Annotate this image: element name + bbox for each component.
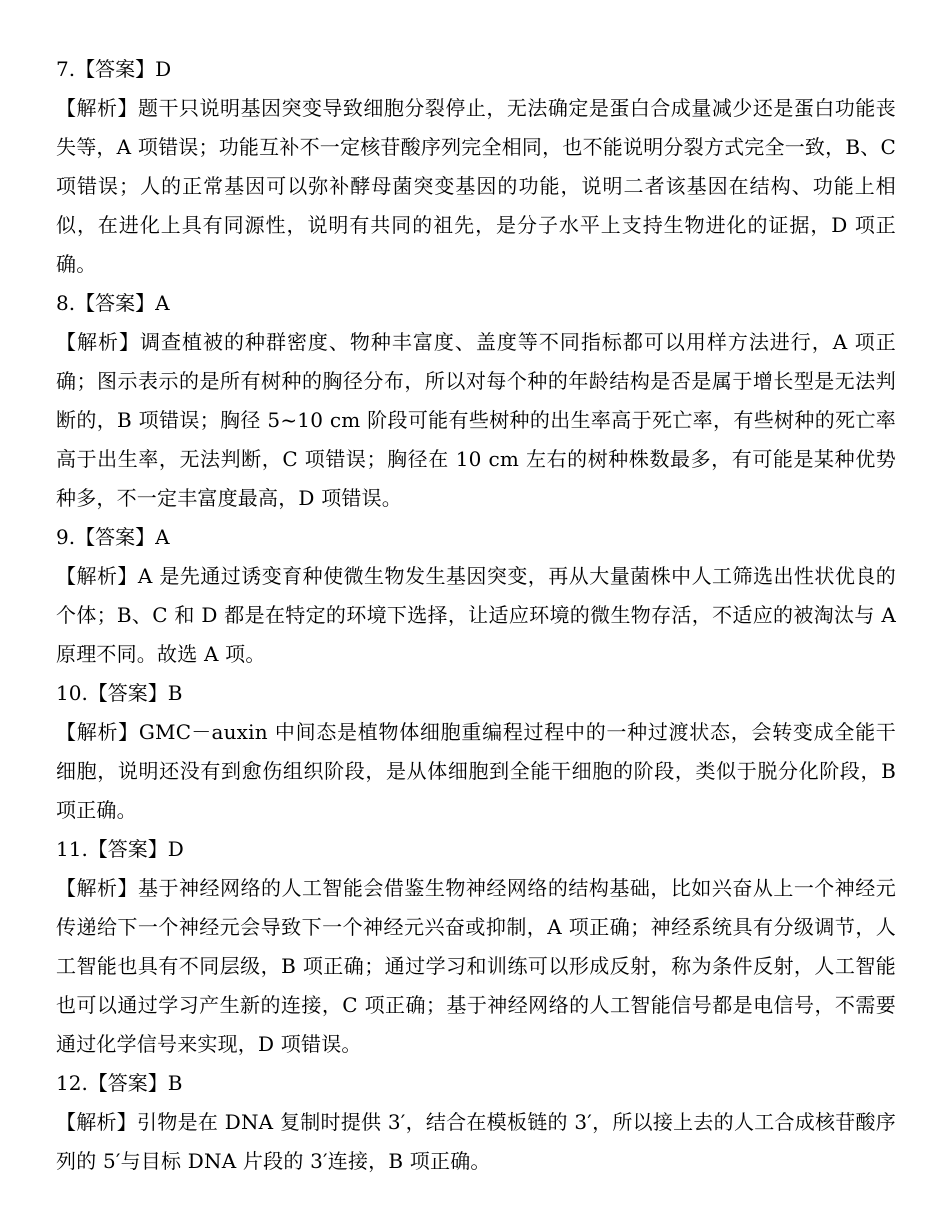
- question-8-block: [56, 284, 896, 518]
- question-10-analysis: 【解析】GMC－auxin 中间态是植物体细胞重编程过程中的一种过渡状态，会转变成全能干细胞，说明还没有到愈伤组织阶段，是从体细胞到全能干细胞的阶段，类似于脱分化阶段，B 项正确。: [56, 720, 896, 822]
- question-10-block: [56, 674, 896, 830]
- question-12-answer: 12.【答案】B: [56, 1071, 183, 1095]
- question-9-analysis: 【解析】A 是先通过诱变育种使微生物发生基因突变，再从大量菌株中人工筛选出性状优良的个体；B、C 和 D 都是在特定的环境下选择，让适应环境的微生物存活，不适应的被淘汰与 A 原理不同。故选 A 项。: [56, 564, 896, 666]
- question-11-analysis: 【解析】基于神经网络的人工智能会借鉴生物神经网络的结构基础，比如兴奋从上一个神经元传递给下一个神经元会导致下一个神经元兴奋或抑制，A 项正确；神经系统具有分级调节，人工智能也具有不同层级，B 项正确；通过学习和训练可以形成反射，称为条件反射，人工智能也可以通过学习产生新的连接，C 项正确；基于神经网络的人工智能信号都是电信号，不需要通过化学信号来实现，D 项错误。: [56, 876, 896, 1056]
- question-7-block: [56, 50, 896, 284]
- question-9-answer: 9.【答案】A: [56, 525, 170, 549]
- question-10-answer: 10.【答案】B: [56, 681, 183, 705]
- question-11-answer: 11.【答案】D: [56, 837, 184, 861]
- answer-key-page: [56, 50, 896, 1181]
- question-8-analysis: 【解析】调查植被的种群密度、物种丰富度、盖度等不同指标都可以用样方法进行，A 项正确；图示表示的是所有树种的胸径分布，所以对每个种的年龄结构是否是属于增长型是无法判断的，B 项错误；胸径 5~10 cm 阶段可能有些树种的出生率高于死亡率，有些树种的死亡率高于出生率，无法判断，C 项错误；胸径在 10 cm 左右的树种株数最多，有可能是某种优势种多，不一定丰富度最高，D 项错误。: [56, 330, 896, 510]
- question-7-answer: 7.【答案】D: [56, 57, 172, 81]
- question-12-analysis: 【解析】引物是在 DNA 复制时提供 3′，结合在模板链的 3′，所以接上去的人工合成核苷酸序列的 5′与目标 DNA 片段的 3′连接，B 项正确。: [56, 1110, 896, 1173]
- question-11-block: [56, 830, 896, 1064]
- question-7-analysis: 【解析】题干只说明基因突变导致细胞分裂停止，无法确定是蛋白合成量减少还是蛋白功能丧失等，A 项错误；功能互补不一定核苷酸序列完全相同，也不能说明分裂方式完全一致，B、C 项错误；人的正常基因可以弥补酵母菌突变基因的功能，说明二者该基因在结构、功能上相似，在进化上具有同源性，说明有共同的祖先，是分子水平上支持生物进化的证据，D 项正确。: [56, 96, 896, 276]
- question-12-block: [56, 1064, 896, 1181]
- question-9-block: [56, 518, 896, 674]
- question-8-answer: 8.【答案】A: [56, 291, 170, 315]
